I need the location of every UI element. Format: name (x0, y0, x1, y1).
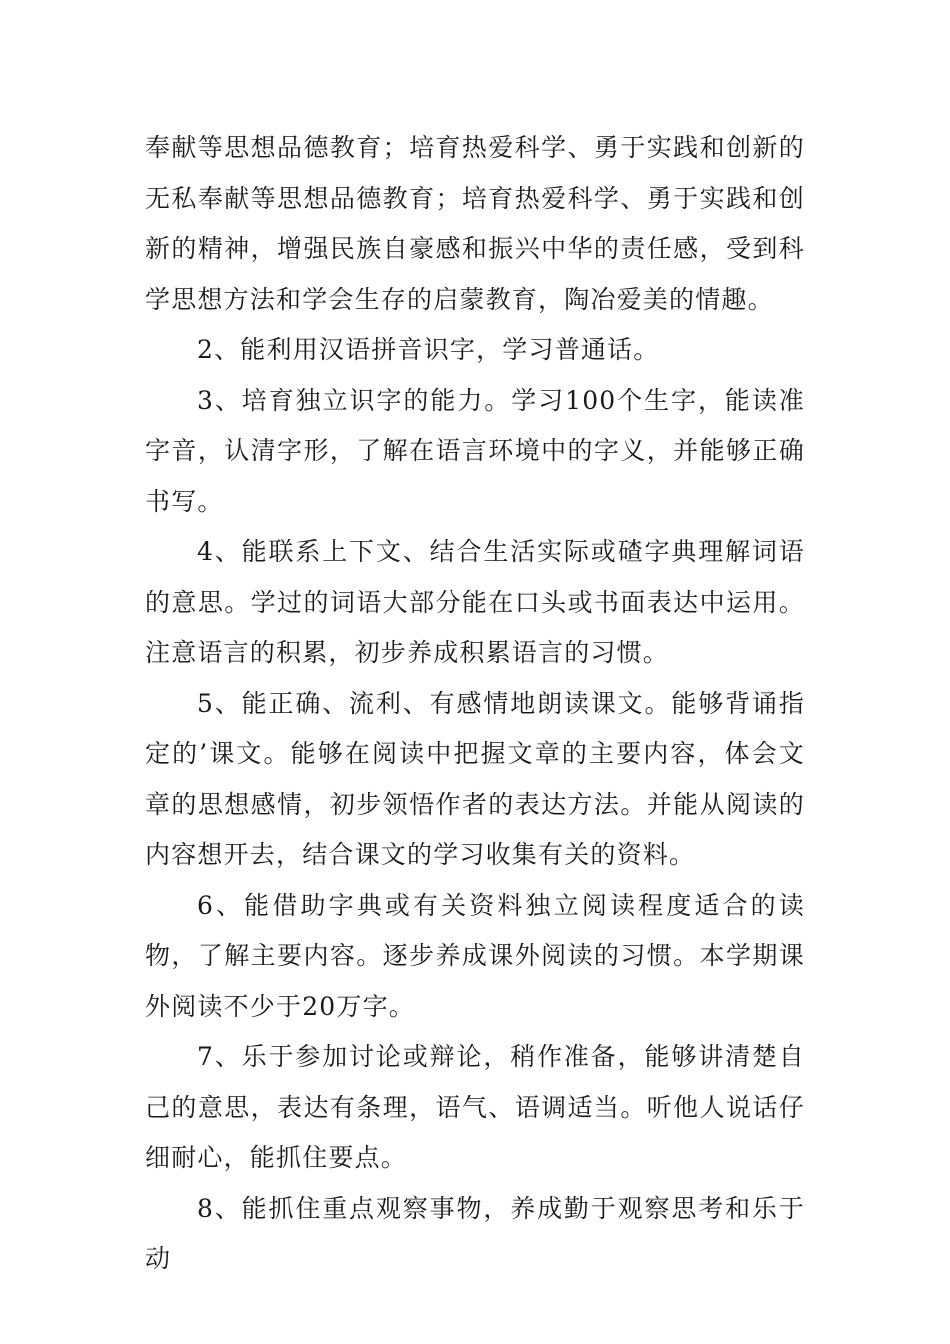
document-body (145, 123, 805, 1285)
paragraph-item-6: 6、能借助字典或有关资料独立阅读程度适合的读物，了解主要内容。逐步养成课外阅读的习惯。本学期课外阅读不少于20万字。 (145, 890, 805, 1021)
paragraph-item-2: 2、能利用汉语拼音识字，学习普通话。 (197, 335, 660, 364)
paragraph-item-5: 5、能正确、流利、有感情地朗读课文。能够背诵指定的’课文。能够在阅读中把握文章的主要内容，体会文章的思想感情，初步领悟作者的表达方法。并能从阅读的内容想开去，结合课文的学习收集有关的资料。 (145, 688, 805, 869)
paragraph-continuation: 奉献等思想品德教育；培育热爱科学、勇于实践和创新的无私奉献等思想品德教育；培育热爱科学、勇于实践和创新的精神，增强民族自豪感和振兴中华的责任感，受到科学思想方法和学会生存的启蒙教育，陶冶爱美的情趣。 (145, 133, 805, 314)
paragraph-item-3: 3、培育独立识字的能力。学习100个生字，能读准字音，认清字形，了解在语言环境中的字义，并能够正确书写。 (145, 385, 805, 516)
paragraph-item-7: 7、乐于参加讨论或辩论，稍作准备，能够讲清楚自己的意思，表达有条理，语气、语调适当。听他人说话仔细耐心，能抓住要点。 (145, 1042, 805, 1172)
paragraph-item-4: 4、能联系上下文、结合生活实际或碴字典理解词语的意思。学过的词语大部分能在口头或书面表达中运用。注意语言的积累，初步养成积累语言的习惯。 (145, 537, 805, 667)
paragraph-item-8: 8、能抓住重点观察事物，养成勤于观察思考和乐于动 (145, 1193, 805, 1273)
